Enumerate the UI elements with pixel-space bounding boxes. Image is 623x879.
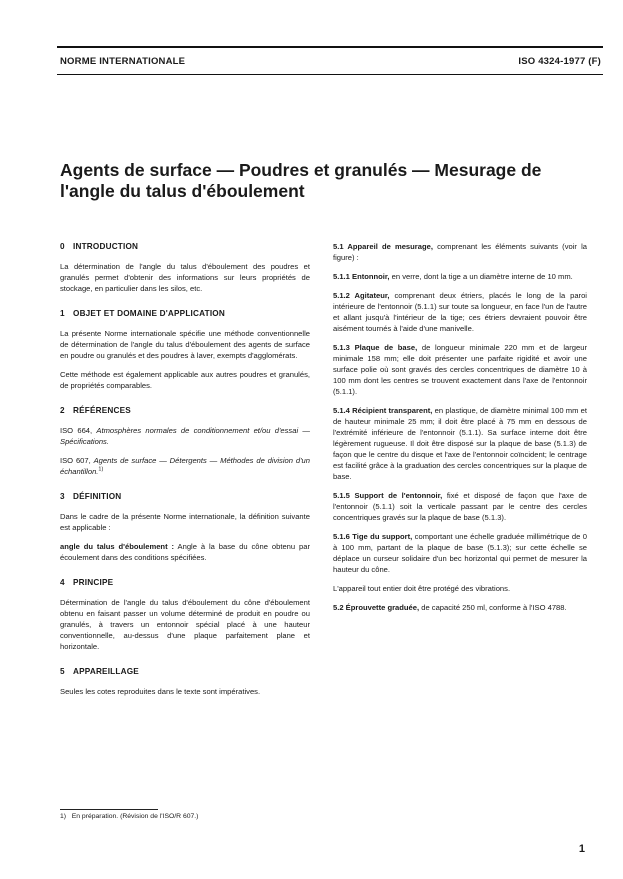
page-number: 1 <box>578 843 585 855</box>
paragraph: Seules les cotes reproduites dans le texte sont impératives. <box>60 687 261 696</box>
clause-5-1-4: 5.1.4 Récipient transparent, en plastique, de diamètre minimal 100 mm et de hauteur minimale 25 mm; il doit être placé à 75 mm en dessous de l'extrémité inférieure de l'entonnoir (5.1.1). Sa surface interne doit être légèrement rugueuse. Il doit être disposé sur la plaque de base (5.1.3) de façon que le centre du disque et l'axe de l'entonnoir coïncident; le centrage est facilité grâce à la graduation des cercles concentriques sur la plaque de base. <box>333 406 587 481</box>
footnote-rule <box>60 809 158 810</box>
paragraph: La détermination de l'angle du talus d'éboulement des poudres et granulés permet d'obtenir des informations sur leurs propriétés de stockage, en particulier dans les silos, etc. <box>60 262 310 293</box>
right-column <box>333 241 587 621</box>
section-heading: 0 INTRODUCTION <box>60 242 139 251</box>
header-left: NORME INTERNATIONALE <box>60 56 186 67</box>
header-rule <box>57 46 603 48</box>
reference-item: ISO 607, Agents de surface — Détergents — Méthodes de division d'un échantillon.$^{1)}$ <box>60 456 310 476</box>
clause-5-1-2: 5.1.2 Agitateur, comprenant deux étriers, placés le long de la paroi intérieure de l'entonnoir (5.1.1) sur toute sa longueur, en face l'un de l'autre et allant jusqu'à l'intérieur de la tige; ces étriers devraient pouvoir être aisément tournés à l'aide d'une manivelle. <box>333 291 587 333</box>
paragraph: Dans le cadre de la présente Norme internationale, la définition suivante est applicable : <box>60 512 310 532</box>
clause-5-1-6: 5.1.6 Tige du support, comportant une échelle graduée millimétrique de 0 à 100 mm, partant de la plaque de base (5.1.3); sur cette échelle se déplace un curseur solidaire d'un bec horizontal qui permet de mesurer la hauteur du cône. <box>333 532 587 574</box>
section-heading: 3 DÉFINITION <box>60 492 122 501</box>
header-bottom-rule <box>57 74 603 75</box>
section-heading: 2 RÉFÉRENCES <box>60 406 131 415</box>
clause-5-2: 5.2 Éprouvette graduée, de capacité 250 ml, conforme à l'ISO 4788. <box>333 603 567 612</box>
clause-5-1-5: 5.1.5 Support de l'entonnoir, fixé et disposé de façon que l'axe de l'entonnoir (5.1.1) soit la verticale passant par le centre des cercles concentriques gravés sur la plaque de base (5.1.3). <box>333 491 587 522</box>
section-heading: 5 APPAREILLAGE <box>60 667 139 676</box>
paragraph: Cette méthode est également applicable aux autres poudres et granulés, de propriétés comparables. <box>60 370 310 390</box>
paragraph: La présente Norme internationale spécifie une méthode conventionnelle de détermination de l'angle du talus d'éboulement des agents de surface en poudre ou granulés et des poudres à laver, exempts d'agglomérats. <box>60 329 310 360</box>
paragraph: Détermination de l'angle du talus d'éboulement du cône d'éboulement obtenu en faisant passer un volume déterminé de produit en poudre ou granulés, à travers un entonnoir spécial placé à une hauteur conventionnelle, au-dessus d'une plaque parfaitement plane et horizontale. <box>60 598 310 651</box>
section-heading: 4 PRINCIPE <box>60 578 114 587</box>
clause-5-1-1: 5.1.1 Entonnoir, en verre, dont la tige a un diamètre interne de 10 mm. <box>333 272 573 281</box>
reference-item: ISO 664, Atmosphères normales de conditionnement et/ou d'essai — Spécifications. <box>60 426 310 446</box>
document-title: Agents de surface — Poudres et granulés — Mesurage de l'angle du talus d'éboulement <box>60 160 542 201</box>
section-heading: 1 OBJET ET DOMAINE D'APPLICATION <box>60 309 225 318</box>
definition: angle du talus d'éboulement : Angle à la base du cône obtenu par écoulement dans des conditions spécifiées. <box>60 542 310 562</box>
footnote: 1) En préparation. (Révision de l'ISO/R 607.) <box>60 813 199 820</box>
clause-5-1-3: 5.1.3 Plaque de base, de longueur minimale 220 mm et de largeur minimale 158 mm; elle doit présenter une parfaite rigidité et avoir une surface polie où sont gravés des cercles concentriques de diamètre 10 à 100 mm dont les centres se trouvent exactement dans l'axe de l'entonnoir (5.1.1). <box>333 343 587 396</box>
left-column <box>60 241 310 705</box>
header-right: ISO 4324-1977 (F) <box>518 56 601 67</box>
clause-5-1: 5.1 Appareil de mesurage, comprenant les éléments suivants (voir la figure) : <box>333 242 587 262</box>
paragraph: L'appareil tout entier doit être protégé des vibrations. <box>333 584 511 593</box>
